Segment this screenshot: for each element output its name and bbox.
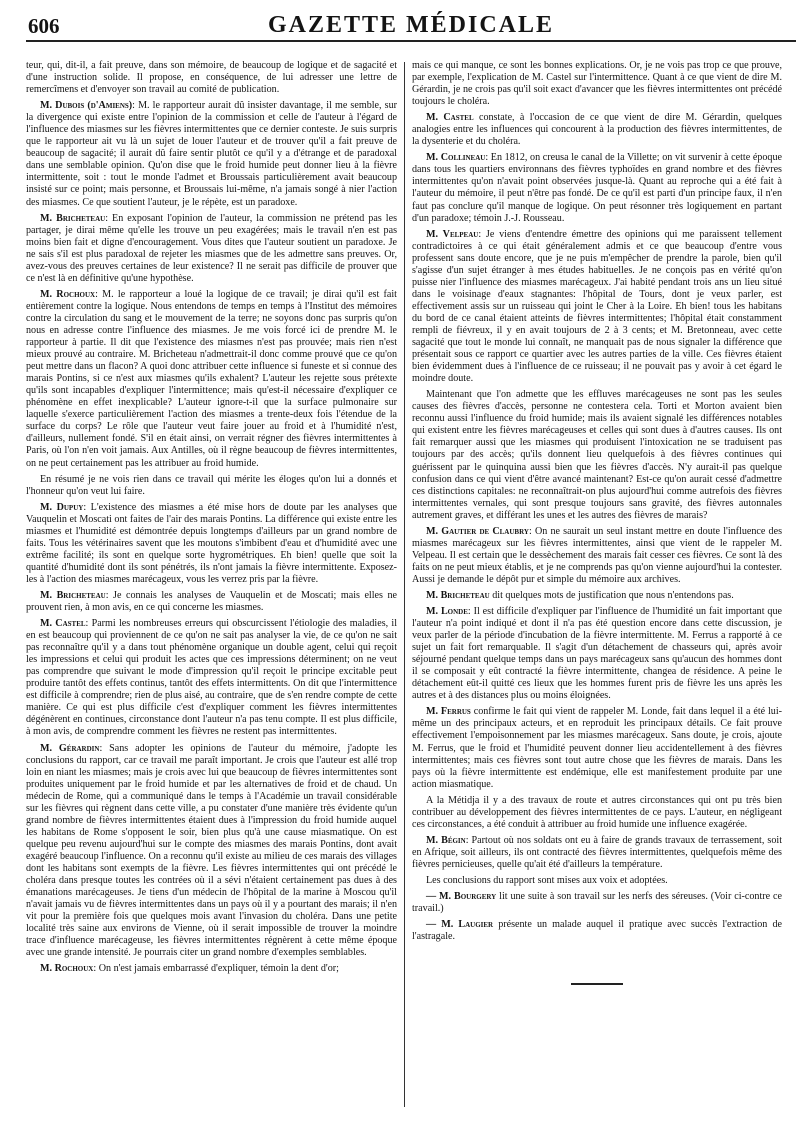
paragraph: M. Dubois (d'Amiens): M. le rapporteur aurait dû insister davantage, il me semble, sur la divergence qui existe entre l'opinion de la commission et celle de l'auteur à l'égard de l'influence des miasmes sur les fièvres intermittentes que ce dernier conteste. Je suis surpris que le rapporteur ait vu là un sujet de louer l'auteur et de trouver qu'il a fait preuve de beaucoup de sagacité; il aurait dû faire sentir plutôt ce qu'il y a d'étrange et de paradoxal dans une semblable opinion. Qu'on dise que le froid humide peut donner lieu à la fièvre intermittente, soit : tout le monde l'admet et Broussais particulièrement avait beaucoup insisté sur ce point; mais personne, et Broussais lui-même, n'a jamais songé à nier l'action des miasmes. Ce que soutient l'auteur, je le répète, est un paradoxe. <box>26 100 397 208</box>
speaker-name: M. Bricheteau <box>40 212 106 224</box>
journal-title: GAZETTE MÉDICALE <box>267 12 555 38</box>
paragraph: M. Gérardin: Sans adopter les opinions de l'auteur du mémoire, j'adopte les conclusions du rapport, car ce travail me paraît important. Je crois que l'auteur est allé trop loin en niant les miasmes; mais je crois avec lui que beaucoup de fièvres intermittentes sont produites uniquement par le froid humide et par les alternatives de froid et de chaud. Un médecin de Rome, qui a communiqué dans le temps à l'Académie un travail considérable sur les fièvres qui règnent dans cette ville, a pu constater d'une manière très évidente qu'un grand nombre de fièvres intermittentes étaient dues à l'impression du froid humide auquel les habitans de Rome s'opposent le soir, bien plus qu'à une cause miasmatique. On est quelque peu revenu aujourd'hui sur le compte des miasmes des marais Pontins, dont avait exagéré beaucoup l'influence. On a reconnu qu'il existe au milieu de ces marais des villages dont les habitans sont exempts de la fièvre. Les fièvres intermittentes qui ont précédé le choléra dans presque toutes les contrées où il a sévi n'étaient certainement pas dues à des émanations marécageuses. Je tiens d'un médecin de l'hôpital de la marine à Moscou qu'il n'avait jamais vu de fièvres intermittentes dans un pays où il y a pourtant des marais; il n'en vit pour la première fois que quelques mois avant l'invasion du choléra. Dans une petite localité très saine aux environs de Vienne, où il serait impossible de trouver la moindre trace d'influence marécageuse, les fièvres intermittentes régnèrent à cette même époque avec une grande intensité. Je pourrais citer un grand nombre d'exemples semblables. <box>26 742 397 959</box>
paragraph: M. Londe: Il est difficile d'expliquer par l'influence de l'humidité un fait important que l'auteur n'a point indiqué et dont il n'a pas été question encore dans cette discussion, je veux parler de la période d'incubation de la fièvre intermittente. M. Ferrus a rapporté à ce sujet un fait fort remarquable. Il s'agit d'un détachement de chasseurs qui, après avoir séjourné pendant quelque temps dans un pays marécageux sans qu'aucun des hommes dont il se composait y eût contracté la fièvre intermittente, changea de résidence. A peine le détachement eût-il quitté ces lieux que les hommes furent pris de fièvre les uns après les autres et à des distances plus ou moins éloignées. <box>412 606 782 702</box>
speaker-name: M. Bégin <box>426 834 466 846</box>
paragraph: A la Métidja il y a des travaux de route et autres circonstances qui ont pu très bien contribuer au développement des fièvres intermittentes de ce pays. L'auteur, en négligeant ces circonstances, a été conduit à attribuer au froid humide une influence exagérée. <box>412 794 782 830</box>
speaker-name: M. Gérardin <box>40 742 100 754</box>
speaker-name: M. Castel <box>40 618 86 630</box>
paragraph: M. Bégin: Partout où nos soldats ont eu à faire de grands travaux de terrassement, soit en Afrique, soit ailleurs, ils ont contracté des fièvres intermittentes, quelquefois même des fièvres pernicieuses, quelle qu'ait été d'ailleurs la température. <box>412 834 782 870</box>
paragraph: M. Bricheteau: Je connais les analyses de Vauquelin et de Moscati; mais elles ne prouvent rien, à mon avis, en ce qui concerne les miasmes. <box>26 589 397 614</box>
speaker-name: M. Bricheteau <box>40 589 106 601</box>
speaker-name: M. Londe <box>426 606 468 618</box>
paragraph: — M. Bourgery lit une suite à son travail sur les nerfs des séreuses. (Voir ci-contre ce travail.) <box>412 891 782 915</box>
paragraph: Maintenant que l'on admette que les effluves marécageuses ne sont pas les seules causes des fièvres d'accès, personne ne contestera cela. Torti et Morton avaient bien reconnu aussi l'influence du froid humide; mais ils avaient signalé les différences notables qui existent entre les fièvres marécageuses et celles qui sont dues à d'autres causes. Ils ont fait remarquer aussi que les miasmes qui produisent l'intoxication ne se traduisent pas toujours par des accès; qu'ils donnent lieu quelquefois à des fièvres continues qui guérissent par le quinquina aussi bien que les fièvres d'accès. N'y aurait-il pas quelque confusion dans ce qui vient d'être avancé maintenant? Est-ce qu'on aurait cessé d'admettre ces distinctions capitales: ne reconnaîtrait-on plus aujourd'hui comme autrefois des fièvres intermittentes vernales, qui sont presque toujours sans gravité, des fièvres autonnales autrement graves, et différant les unes et les autres des fièvres de marais? <box>412 389 782 521</box>
speaker-name: M. Gautier de Claubry <box>426 525 529 537</box>
speaker-name: M. Velpeau <box>426 228 479 240</box>
speaker-name: M. Rochoux <box>40 963 94 975</box>
speaker-name: M. Dubois (d'Amiens) <box>40 100 133 112</box>
right-column <box>412 60 782 1110</box>
speaker-name: M. Bricheteau <box>426 589 490 601</box>
paragraph: M. Velpeau: Je viens d'entendre émettre des opinions qui me paraissent tellement contradictoires à ce qui était généralement admis et ce que beaucoup d'entre vous professent sans doute encore, que je ne puis m'empêcher de prendre la parole, bien qu'il s'agisse d'un sujet étranger à mes études habituelles. Je ne conçois pas en vérité qu'on puisse nier l'influence des miasmes marécageux. J'ai habité pendant trois ans un lieu situé dans le voisinage d'eaux stagnantes: l'hôpital de Tours, dont je veux parler, est effectivement assis sur un ruisseau qui joint le Cher à la Loire. Eh bien! tous les habitans du bord de ce canal étaient atteints de fièvres intermittentes; l'hôpital était constamment rempli de fiévreux, il y en avait toujours de 2 à 3 cents; et M. Bretonneau, avec cette sagacité que tout le monde lui connaît, ne manquait pas de nous signaler la différence que présentait sous ce rapport ce quartier avec les autres parties de la ville. Ces fièvres étaient bien évidemment dues à l'influence de ce ruisseau; il ne pouvait pas y avoir à cet égard le moindre doute. <box>412 228 782 385</box>
paragraph: M. Bricheteau dit quelques mots de justification que nous n'entendons pas. <box>426 589 734 601</box>
speaker-name: — M. Laugier <box>426 919 494 931</box>
speaker-name: M. Ferrus <box>426 706 471 718</box>
column-divider <box>404 62 405 1107</box>
paragraph: M. Rochoux: M. le rapporteur a loué la logique de ce travail; je dirai qu'il est fait entièrement contre la logique. Nous entendons de temps en temps à l'Institut des mémoires contre la circulation du sang et le mouvement de la terre; ne soyons donc pas surpris qu'on nous en adresse contre l'influence des miasmes. Je me vois forcé ici de prendre M. le rapporteur à partie. Il dit que l'existence des miasmes n'est pas prouvée; mais rien n'est mieux prouvé au contraire. M. Bricheteau n'admettrait-il donc comme prouvé que ce qu'on peut mettre dans un flacon? A quoi donc attribuer cette influence si funeste et si connue des marais Pontins, si ce n'est aux miasmes qu'ils exhalent? L'auteur les rejette sous prétexte qu'ils sont incapables d'expliquer l'intermittence; mais qu'est-il nécessaire d'expliquer ce phénomène en effet inexplicable? L'auteur ignore-t-il que la surface pulmonaire sur laquelle s'exerce particulièrement l'action des miasmes a trente-deux fois l'étendue de la surface du corps? Le rôle que l'auteur veut faire jouer au froid et à l'humidité n'est, d'ailleurs, nullement fondé. S'il en était ainsi, on verrait régner des fièvres intermittentes à Paris, où l'on n'en voit jamais. Aux Antilles, où il règne beaucoup de fièvres intermittentes, on ne peut certainement pas les attribuer au froid humide. <box>26 288 397 469</box>
page-header <box>26 10 796 42</box>
left-column <box>26 60 397 1110</box>
section-end-rule <box>571 983 623 985</box>
paragraph: Les conclusions du rapport sont mises aux voix et adoptées. <box>426 875 668 886</box>
paragraph: — M. Laugier présente un malade auquel il pratique avec succès l'extraction de l'astragale. <box>412 919 782 943</box>
speaker-name: M. Dupuy <box>40 501 84 513</box>
speaker-name: — M. Bourgery <box>426 891 497 903</box>
paragraph: M. Bricheteau: En exposant l'opinion de l'auteur, la commission ne prétend pas les partager, je dirai même qu'elle les trouve un peu exagérées; mais le travail n'en est pas moins bien fait et digne d'encouragement. Vous dites que l'auteur soutient un paradoxe. Je ne sais s'il est plus paradoxal de rejeter les miasmes que de les admettre sans preuves. Or, avez-vous des preuves certaines de leur existence? Il ne serait pas difficile de prouver que ce n'est là en définitive qu'une hypothèse. <box>26 212 397 284</box>
paragraph: M. Castel: Parmi les nombreuses erreurs qui obscurcissent l'étiologie des maladies, il en est beaucoup qui proviennent de ce qu'on ne sait pas analyser la vie, de ce qu'on ne sait pas reconnaître qu'il y a dans tout phénomène organique un double agent, celui qui reçoit les impressions et celui qui produit les actes que ces impressions déterminent; on ne veut pas comprendre que suivant le mode d'impression qu'il reçoit le principe excitable peut produire tantôt des effets continus, tantôt des effets intermittents. On dit que l'intermittence est difficile à comprendre; rien de plus aisé, au contraire, que de s'en rendre compte de cette manière. Ce qui est plus difficile c'est d'expliquer comment les fièvres intermittentes dégénèrent en continues, circonstance dont l'auteur n'a pas tenu compte. Il est plus difficile, à mon avis, de comprendre comment les fièvres ne restent pas intermittentes. <box>26 618 397 738</box>
paragraph: M. Castel constate, à l'occasion de ce que vient de dire M. Gérardin, quelques analogies entre les influences qui concourent à la production des fièvres intermittentes, de la dysenterie et du choléra. <box>412 112 782 148</box>
paragraph: teur, qui, dit-il, a fait preuve, dans son mémoire, de beaucoup de logique et de sagacité et d'une instruction solide. Il propose, en conséquence, de lui adresser une lettre de remercîmens et d'envoyer son travail au comité de publication. <box>26 60 397 96</box>
paragraph: mais ce qui manque, ce sont les bonnes explications. Or, je ne vois pas trop ce que prouve, par exemple, l'explication de M. Castel sur l'intermittence. Quant à ce que vient de dire M. Gérardin, je ne crois pas qu'il soit exact d'avancer que les fièvres intermittentes ont précédé toujours le choléra. <box>412 60 782 108</box>
paragraph: M. Collineau: En 1812, on creusa le canal de la Villette; on vit survenir à cette époque dans tous les quartiers environnans des fièvres typhoïdes en grand nombre et des fièvres intermittentes qu'on n'avait point observées jusque-là. Quant au reproche qui a été fait à l'auteur du mémoire, il peut n'être pas fondé. De ce qu'il est parti d'un principe faux, il n'en faut pas conclure qu'il manque de logique. On peut résonner très logiquement en partant d'un paradoxe; témoin J.-J. Rousseau. <box>412 152 782 224</box>
speaker-name: M. Collineau <box>426 152 486 164</box>
page-number: 606 <box>28 14 60 38</box>
speaker-name: M. Castel <box>426 112 474 124</box>
paragraph: M. Gautier de Claubry: On ne saurait un seul instant mettre en doute l'influence des miasmes marécageux sur les fièvres intermittentes, ainsi que vient de le rappeler M. Velpeau. Il est certain que le dessèchement des marais fait cesser ces fièvres. Ce sont là des faits on ne peut mieux établis, et je ne comprends pas qu'on vienne aujourd'hui la contester. Aussi je demande le dépôt pur et simple du mémoire aux archives. <box>412 525 782 585</box>
paragraph: M. Ferrus confirme le fait qui vient de rappeler M. Londe, fait dans lequel il a été lui-même un des principaux acteurs, et en reproduit les principaux détails. Ce fait prouve effectivement l'empoisonnement par les miasmes marécageux. Sans doute, je crois, ajoute M. Ferrus, que le froid et l'humidité peuvent donner lieu accidentellement à des fièvres intermittentes; mais ces fièvres sont tout autre chose que les fièvres de marais. Dans les pays où la fièvre intermittente est endémique, elle est manifestement produite par une action miasmatique. <box>412 706 782 790</box>
paragraph: En résumé je ne vois rien dans ce travail qui mérite les éloges qu'on lui a donnés et l'honneur qu'on veut lui faire. <box>26 473 397 497</box>
paragraph: M. Rochoux: On n'est jamais embarrassé d'expliquer, témoin la dent d'or; <box>40 963 339 975</box>
paragraph: M. Dupuy: L'existence des miasmes a été mise hors de doute par les analyses que Vauquelin et Moscati ont faites de l'air des marais Pontins. La différence qui existe entre les miasmes et l'humidité est démontrée depuis longtemps d'ailleurs par un grand nombre de faits. Tous les vétérinaires savent que les moutons s'imbibent d'eau et d'humidité avec une extrême facilité; ils sont en quelque sorte hygrométriques. Eh bien! quelle que soit la quantité d'humidité dont ils sont pénétrés, ils n'ont jamais la fièvre intermittente. Exposez-les à l'action des miasmes marécageux, vous les verrez pris par la fièvre. <box>26 501 397 585</box>
speaker-name: M. Rochoux <box>40 288 96 300</box>
